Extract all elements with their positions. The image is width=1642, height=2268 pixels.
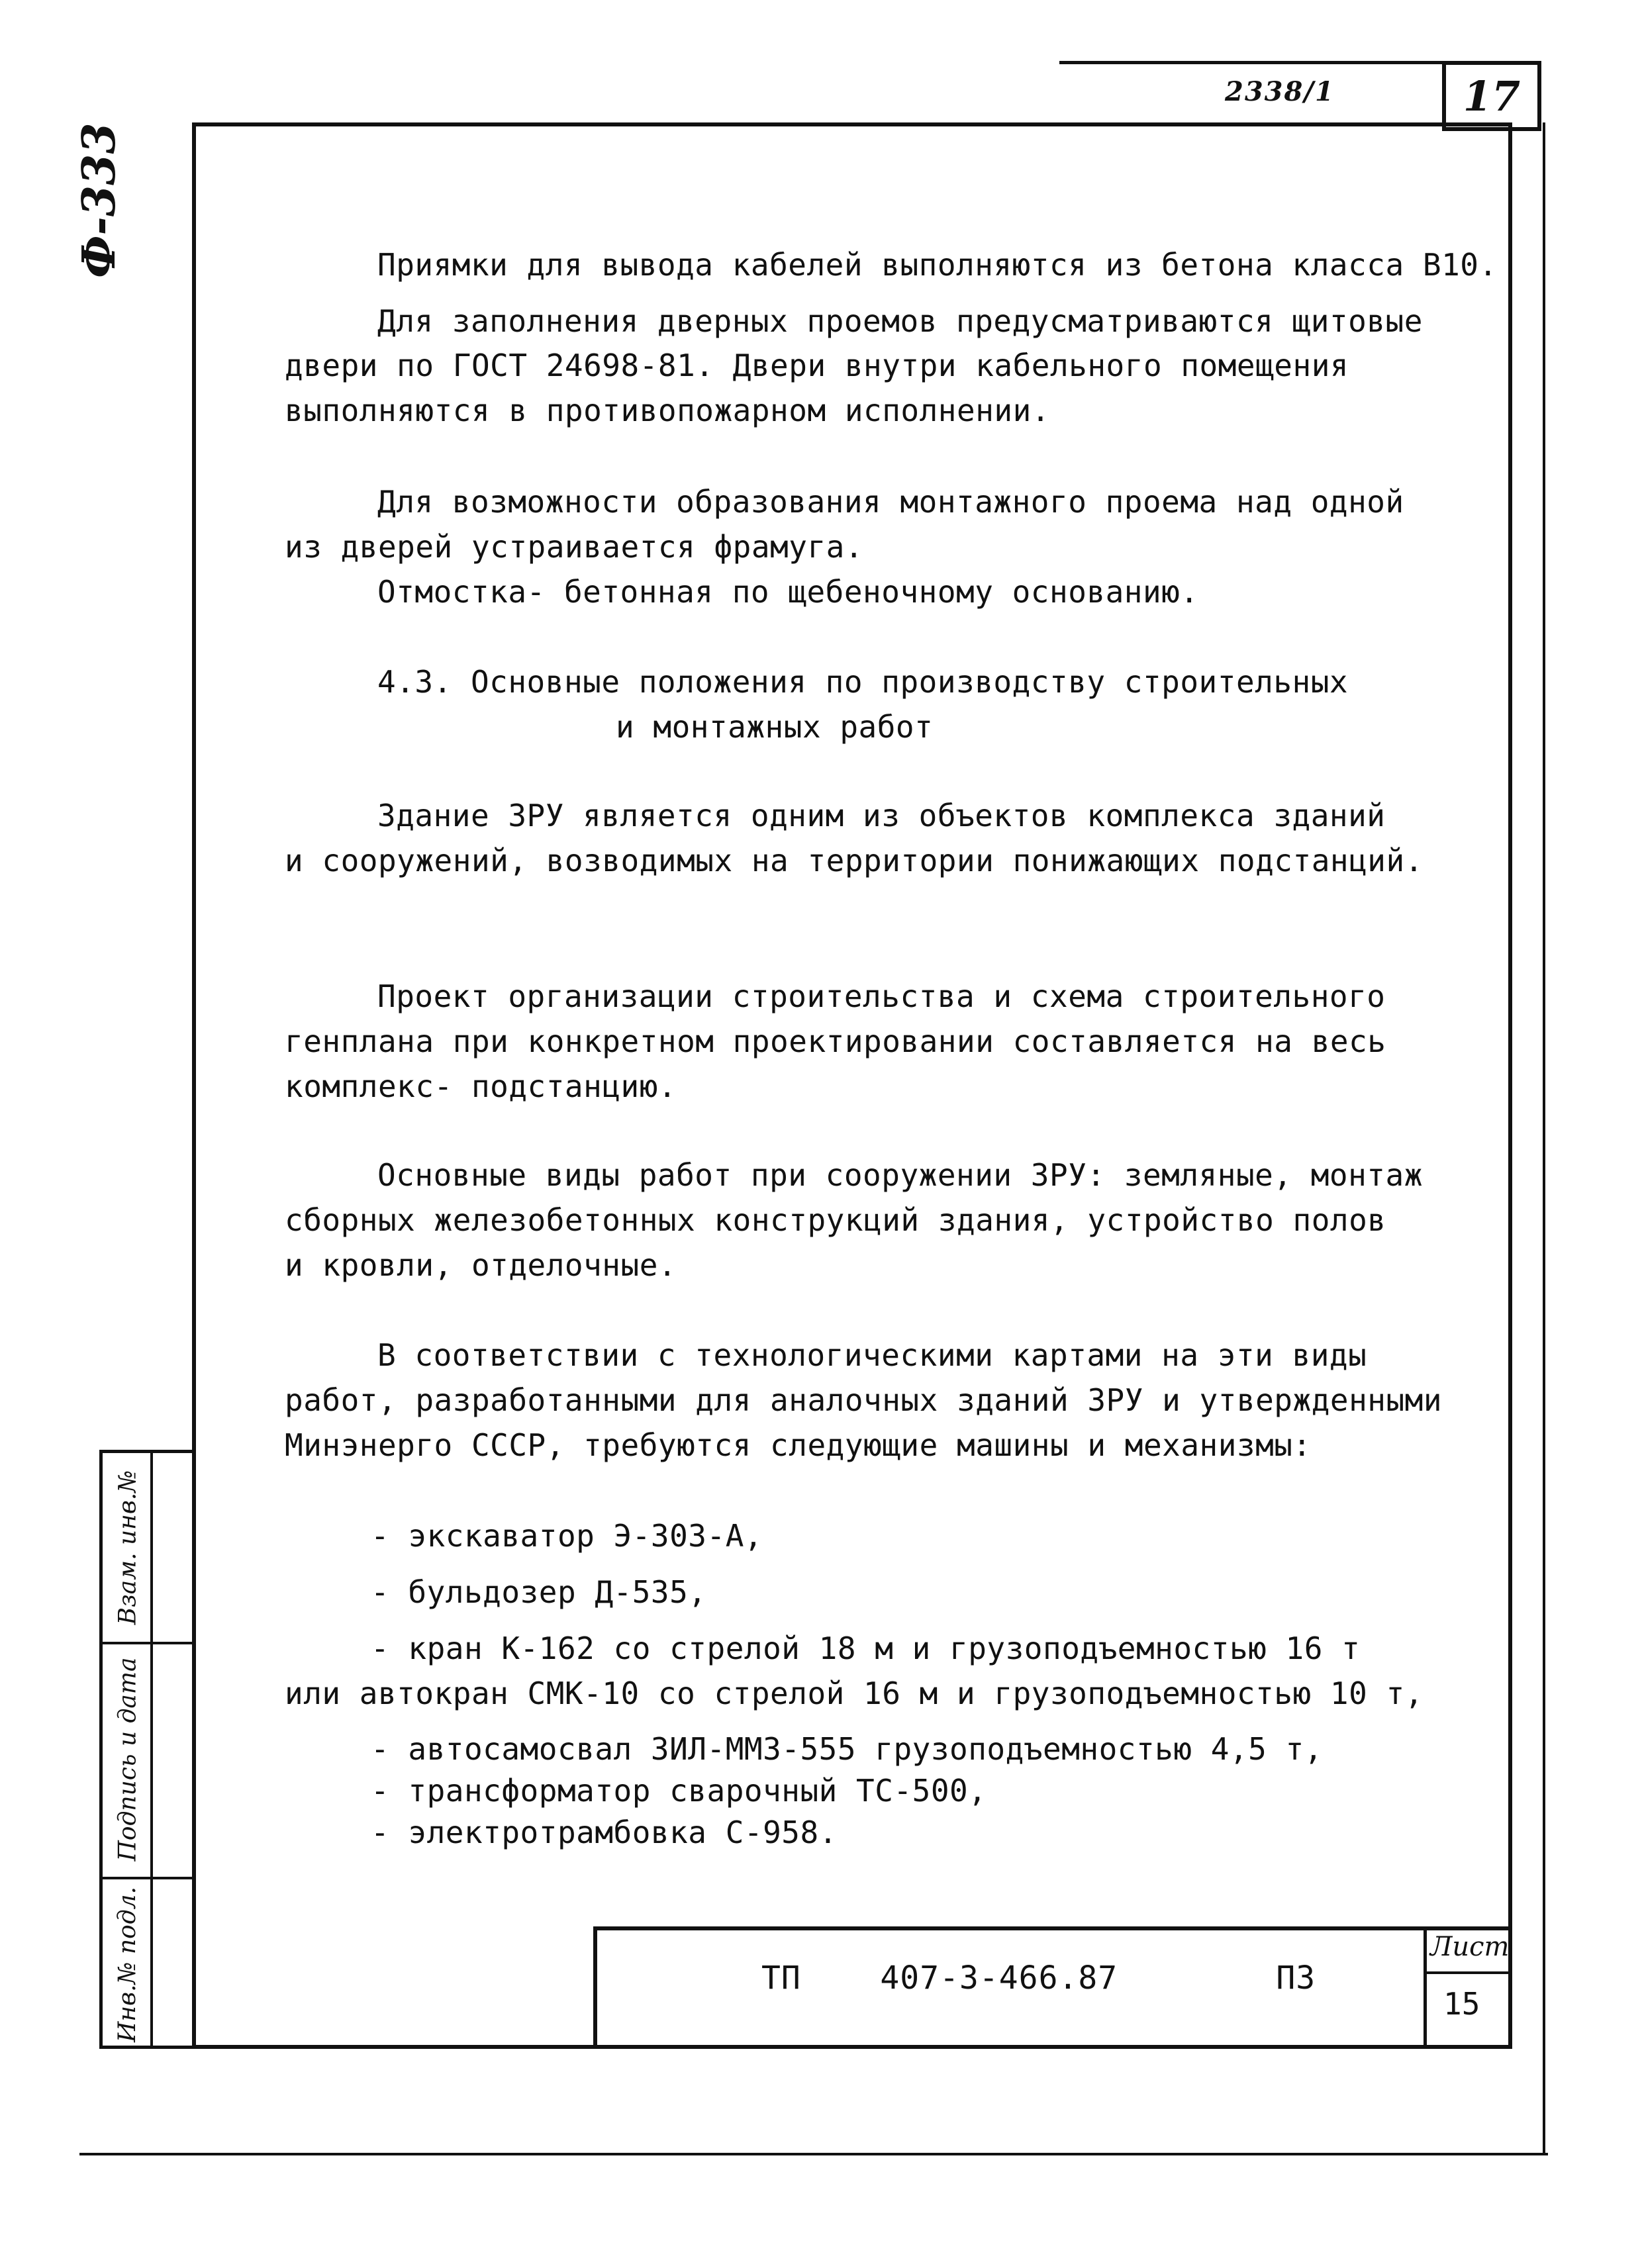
section-heading: 4.3. Основные положения по производству строительных (377, 664, 1349, 700)
list-item: - электротрамбовка С-958. (371, 1815, 838, 1850)
strip-label-inventory: Инв.№ подл. (114, 1886, 142, 2043)
text-line: работ, разработанными для аналочных зданий ЗРУ и утвержденными (285, 1382, 1443, 1418)
list-item: или автокран СМК-10 со стрелой 16 м и грузоподъемностью 10 т, (285, 1676, 1424, 1711)
list-item: - автосамосвал ЗИЛ-ММЗ-555 грузоподъемностью 4,5 т, (371, 1731, 1323, 1767)
right-border-line (1543, 122, 1545, 2155)
bottom-cut-line (79, 2153, 1548, 2155)
text-line: генплана при конкретном проектировании составляется на весь (285, 1023, 1386, 1059)
text-line: Здание ЗРУ является одним из объектов комплекса зданий (377, 798, 1386, 833)
sheet-label: Лист (1430, 1932, 1510, 1962)
text-line: и сооружений, возводимых на территории понижающих подстанций. (285, 843, 1424, 878)
text-line: двери по ГОСТ 24698-81. Двери внутри кабельного помещения (285, 348, 1349, 383)
text-line: Проект организации строительства и схема строительного (377, 978, 1386, 1014)
text-line: из дверей устраивается фрамуга. (285, 529, 864, 565)
text-line: выполняются в противопожарном исполнении. (285, 393, 1050, 428)
section-heading: и монтажных работ (616, 709, 934, 745)
text-line: Для заполнения дверных проемов предусматриваются щитовые (377, 303, 1423, 339)
page-stamp: 17 (1442, 61, 1541, 131)
text-line: Приямки для вывода кабелей выполняются из бетона класса В10. (377, 247, 1498, 283)
list-item: - трансформатор сварочный ТС-500, (371, 1773, 987, 1809)
text-line: и кровли, отделочные. (285, 1247, 677, 1283)
text-line: Для возможности образования монтажного проема над одной (377, 484, 1404, 520)
strip-label-signature: Подпись и дата (114, 1657, 142, 1862)
list-item: - бульдозер Д-535, (371, 1574, 707, 1610)
text-line: Отмостка- бетонная по щебеночному основанию. (377, 574, 1199, 610)
text-line: В соответствии с технологическими картами на эти виды (377, 1337, 1367, 1373)
side-code: Ф-333 (73, 122, 126, 278)
text-line: Основные виды работ при сооружении ЗРУ: земляные, монтаж (377, 1157, 1423, 1193)
side-stamp-strip (99, 1450, 196, 2049)
list-item: - кран К-162 со стрелой 18 м и грузоподъемностью 16 т (371, 1630, 1361, 1666)
text-line: комплекс- подстанцию. (285, 1068, 677, 1104)
top-rule (1059, 61, 1443, 64)
sheet-number: 15 (1443, 1986, 1480, 2022)
sheet-divider (1424, 1971, 1512, 1974)
text-line: Минэнерго СССР, требуются следующие машины и механизмы: (285, 1427, 1312, 1463)
list-item: - экскаватор Э-303-А, (371, 1518, 763, 1554)
strip-divider (150, 1453, 153, 2046)
strip-label-replace: Взам. инв.№ (114, 1470, 142, 1625)
document-code: 2338/1 (1225, 76, 1335, 107)
text-line: сборных железобетонных конструкций здания, устройство полов (285, 1202, 1386, 1238)
title-block-document-code: ТП 407-3-466.87 ПЗ (761, 1960, 1316, 1997)
